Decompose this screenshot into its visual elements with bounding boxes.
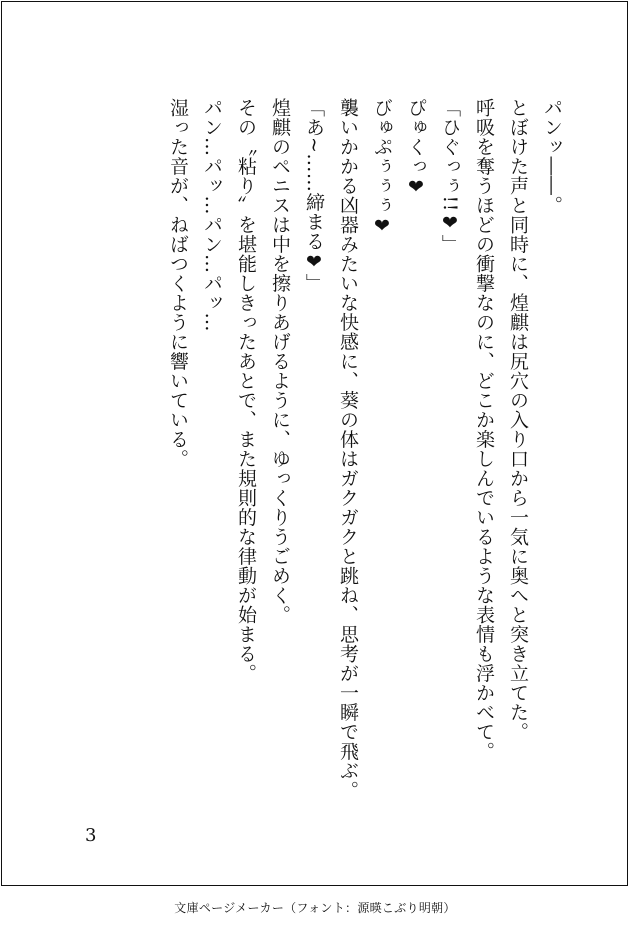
vertical-text-block bbox=[161, 98, 569, 798]
footer-credit: 文庫ページメーカー（フォント：源暎こぶり明朝） bbox=[174, 901, 456, 915]
text-line-14: パン…パッ…パン…パッ… bbox=[201, 98, 223, 332]
text-line-1: パンッ――。 bbox=[541, 98, 563, 215]
text-line-8: びゅぷぅぅぅ❤ bbox=[371, 98, 393, 238]
text-line-13: その〝粘り〟を堪能しきったあとで、また規則的な律動が始まる。 bbox=[235, 98, 257, 683]
text-line-5: 「ひぐっぅ!!❤」 bbox=[439, 98, 461, 254]
text-line-2: とぼけた声と同時に、煌麒は尻穴の入り口から一気に奥へと突き立てた。 bbox=[507, 98, 529, 742]
text-line-12: 煌麒のペニスは中を擦りあげるように、ゆっくりうごめく。 bbox=[269, 98, 291, 625]
text-line-10: 襲いかかる凶器みたいな快感に、葵の体はガクガクと跳ね、思考が一瞬で飛ぶ。 bbox=[337, 98, 359, 800]
text-line-15: 湿った音が、ねばつくように響いている。 bbox=[167, 98, 189, 469]
text-line-7: ぴゅくっ❤ bbox=[405, 98, 427, 199]
page-frame bbox=[1, 1, 628, 886]
page-number: 3 bbox=[85, 825, 97, 846]
text-line-3: 呼吸を奪うほどの衝撃なのに、どこか楽しんでいるような表情も浮かべて。 bbox=[473, 98, 495, 761]
text-line-11: 「あ~……締まる❤」 bbox=[303, 98, 325, 293]
